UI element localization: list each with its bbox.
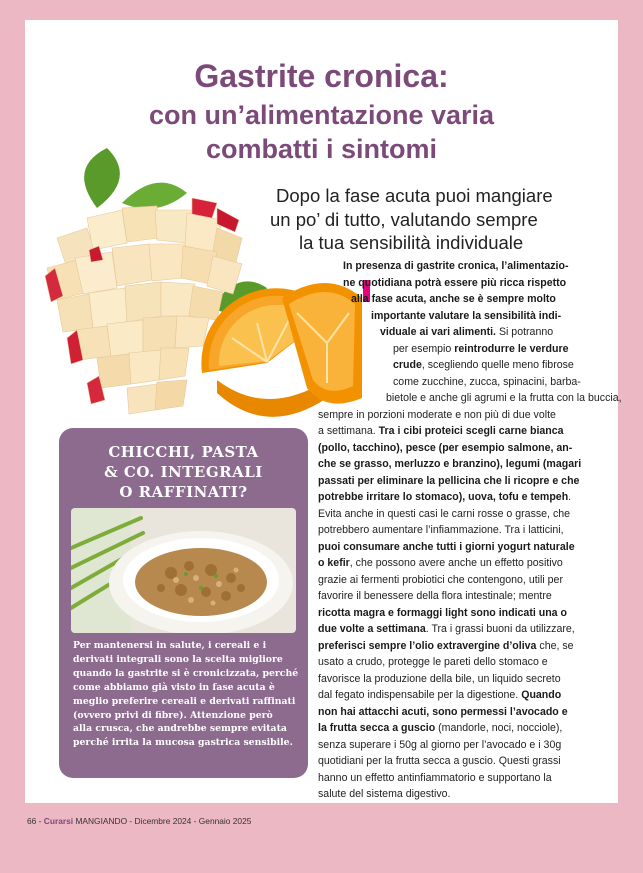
article-line <box>318 473 579 490</box>
article-line <box>318 456 581 473</box>
article-line <box>318 440 572 457</box>
article-standfirst <box>270 184 560 255</box>
article-line <box>371 308 561 325</box>
article-line-segment: sempre in porzioni moderate e non più di due volte <box>318 408 556 421</box>
sidebar-text-line: meglio preferire cereali e derivati raffinati <box>73 695 296 707</box>
article-line-segment: puoi consumare anche tutti i giorni yogurt naturale <box>318 540 575 553</box>
article-line-segment: ricotta magra e formaggi light sono indicati una o <box>318 606 567 619</box>
page-footer <box>27 816 251 826</box>
magazine-page <box>25 20 622 826</box>
article-line-segment: alla fase acuta, anche se è sempre molto <box>351 293 556 305</box>
article-line <box>318 506 570 523</box>
article-line <box>318 572 563 589</box>
sidebar-title-line-1: CHICCHI, PASTA <box>108 443 259 461</box>
sidebar-text-line: quando la gastrite si è cronicizzata, perché <box>73 667 299 679</box>
article-line <box>318 687 561 704</box>
article-line <box>343 258 568 275</box>
article-line-segment: reintrodurre le verdure <box>454 342 569 355</box>
article-title: Gastrite cronica: <box>194 58 449 94</box>
sidebar-title <box>59 442 308 502</box>
article-line-segment: due volte a settimana <box>318 623 426 635</box>
article-line-segment: Tra i cibi proteici scegli carne bianca <box>378 425 564 437</box>
article-line-segment: bietole e anche gli agrumi e la frutta con la buccia, <box>386 392 622 404</box>
article-line <box>318 522 564 539</box>
article-line-segment: che, se <box>536 639 574 652</box>
page-number: 66 <box>27 816 37 826</box>
sidebar-text-line: alla crusca, che andrebbe sempre evitata <box>73 723 287 735</box>
article-line <box>318 407 556 424</box>
sidebar-text-line: come abbiamo già visto in fase acuta è <box>73 681 275 693</box>
pasta-bowl-photo <box>71 508 296 633</box>
article-line-segment: dal fegato indispensabile per la digestione. <box>318 689 522 701</box>
article-line <box>380 324 553 341</box>
magazine-section: MANGIANDO <box>75 816 128 826</box>
standfirst-line-1: Dopo la fase acuta puoi mangiare <box>276 185 553 206</box>
article-line-segment: passati per eliminare la pellicina che li ricopre e che <box>318 474 580 487</box>
article-line-segment: preferisci sempre l’olio extravergine d’oliva <box>318 639 537 652</box>
footer-separator: - <box>36 816 44 826</box>
article-line <box>318 621 575 638</box>
article-line-segment: . <box>568 491 572 503</box>
sidebar-text-line: (ovvero privi di fibre). Attenzione però <box>73 709 273 721</box>
article-line <box>318 737 561 754</box>
sidebar-text-line: Per mantenersi in salute, i cereali e i <box>73 640 267 651</box>
article-line <box>318 588 552 605</box>
article-line <box>318 638 574 655</box>
article-line-segment: favorire il benessere della flora intestinale; mentre <box>318 590 552 602</box>
article-line <box>318 555 563 572</box>
article-line-segment: salute del sistema digestivo. <box>318 788 451 800</box>
sidebar-title-line-3: O RAFFINATI? <box>119 483 248 501</box>
article-line-segment: In presenza di gastrite cronica, l’alimentazio- <box>343 260 569 272</box>
article-line <box>318 753 561 770</box>
article-line-segment: , scegliendo quelle meno fibrose <box>421 359 574 371</box>
article-line-segment: hanno un effetto antinfiammatorio e supportano la <box>318 771 552 784</box>
article-line-segment: Si potranno <box>496 326 554 338</box>
article-line-segment: quotidiani per la frutta secca a guscio. Questi grassi <box>318 755 561 767</box>
article-line-segment: potrebbero aumentare l’infiammazione. Tra i latticini, <box>318 524 564 536</box>
article-line <box>318 539 575 556</box>
article-line <box>318 489 571 506</box>
article-line-segment: (pollo, tacchino), pesce (per esempio salmone, an- <box>318 441 573 454</box>
article-line-segment: . Tra i grassi buoni da utilizzare, <box>425 623 575 635</box>
title-line-3: combatti i sintomi <box>205 134 438 164</box>
magazine-brand: Curarsi <box>43 816 74 826</box>
title-line-2: con un’alimentazione varia <box>148 100 495 130</box>
standfirst-line-3: la tua sensibilità individuale <box>299 232 524 253</box>
article-line-segment: senza superare i 50g al giorno per l’avocado e i 30g <box>318 738 562 751</box>
article-line <box>351 291 556 308</box>
article-line-segment: non hai attacchi acuti, sono permessi l’avocado e <box>318 705 568 718</box>
sidebar-title-line-2: & CO. INTEGRALI <box>104 463 263 481</box>
article-line-segment: come zucchine, zucca, spinacini, barba- <box>393 375 581 388</box>
article-line <box>318 423 564 440</box>
article-line-segment: la frutta secca a guscio <box>318 722 436 734</box>
article-line-segment: o kefir <box>318 557 350 569</box>
article-line-segment: ne quotidiana potrà essere più ricca rispetto <box>343 276 567 289</box>
sidebar-text-line: perché irrita la mucosa gastrica sensibile. <box>73 737 293 749</box>
article-line-segment: importante valutare la sensibilità indi- <box>371 309 562 322</box>
article-line-segment: grazie ai fermenti probiotici che contengono, utili per <box>318 573 563 586</box>
article-line-segment: che se grasso, merluzzo e branzino), legumi (magari <box>318 458 582 470</box>
article-line-segment: Evita anche in questi casi le carni rosse o grasse, che <box>318 507 571 520</box>
article-line <box>386 390 622 407</box>
article-line <box>393 341 568 358</box>
article-line <box>318 671 561 688</box>
article-line <box>318 770 552 787</box>
article-line-segment: Quando <box>521 689 562 701</box>
article-line-segment: a settimana. <box>318 425 379 437</box>
article-line-segment: favorisce la produzione della bile, un liquido secreto <box>318 672 561 685</box>
article-line <box>318 720 562 737</box>
article-line <box>318 786 451 803</box>
sidebar-box <box>59 428 308 778</box>
article-line <box>343 275 566 292</box>
article-line <box>393 357 574 374</box>
article-line-segment: (mandorle, noci, nocciole), <box>435 722 563 734</box>
article-line-segment: potrebbe irritare lo stomaco), uova, tofu e tempeh <box>318 491 569 503</box>
sidebar-text <box>73 639 298 750</box>
article-line-segment: crude <box>393 359 422 371</box>
article-line <box>318 605 567 622</box>
article-line <box>318 654 548 671</box>
standfirst-line-2: un po’ di tutto, valutando sempre <box>270 208 538 230</box>
article-line <box>318 704 568 721</box>
sidebar-text-line: derivati integrali sono la scelta migliore <box>73 653 283 665</box>
article-line-segment: , che possono avere anche un effetto positivo <box>349 557 563 569</box>
article-line-segment: viduale ai vari alimenti. <box>380 326 496 338</box>
article-line-segment: per esempio <box>393 342 455 355</box>
apple-cubes <box>45 198 242 414</box>
issue-date: - Dicembre 2024 - Gennaio 2025 <box>127 816 252 826</box>
article-line-segment: usato a crudo, protegge le pareti dello stomaco e <box>318 656 548 668</box>
article-line <box>393 374 581 391</box>
